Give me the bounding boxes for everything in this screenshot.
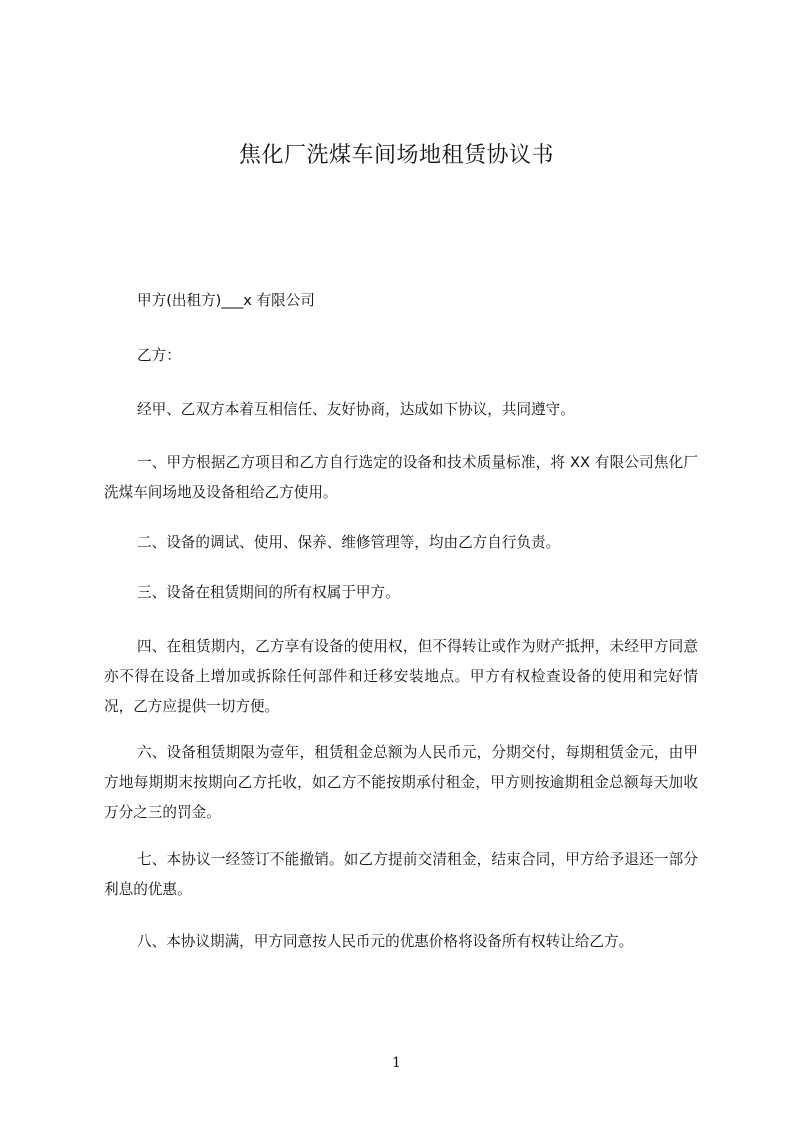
clause-7: 七、本协议一经签订不能撤销。如乙方提前交清租金，结束合同，甲方给予退还一部分利息的优惠。	[104, 851, 698, 898]
clause-6: 六、设备租赁期限为壹年，租赁租金总额为人民币元，分期交付，每期租赁金元，由甲方地每期期末按期向乙方托收，如乙方不能按期承付租金，甲方则按逾期租金总额每天加收万分之三的罚金。	[104, 744, 698, 821]
document-title: 焦化厂洗煤车间场地租赁协议书	[238, 143, 554, 168]
party-a-line: 甲方(出租方)___x 有限公司	[137, 292, 315, 309]
clause-8: 八、本协议期满，甲方同意按人民币元的优惠价格将设备所有权转让给乙方。	[137, 933, 634, 950]
party-b-line: 乙方：	[137, 347, 181, 364]
preamble: 经甲、乙双方本着互相信任、友好协商，达成如下协议，共同遵守。	[137, 401, 575, 418]
clause-4: 四、在租赁期内，乙方享有设备的使用权，但不得转让或作为财产抵押，未经甲方同意亦不得在设备上增加或拆除任何部件和迁移安装地点。甲方有权检查设备的使用和完好情况，乙方应提供一切方便。	[104, 638, 698, 715]
clause-3: 三、设备在租赁期间的所有权属于甲方。	[137, 584, 400, 601]
page-number: 1	[392, 1055, 401, 1071]
clause-2: 二、设备的调试、使用、保养、维修管理等，均由乙方自行负责。	[137, 534, 561, 551]
clause-1: 一、甲方根据乙方项目和乙方自行选定的设备和技术质量标准，将 XX 有限公司焦化厂洗煤车间场地及设备租给乙方使用。	[104, 454, 698, 501]
